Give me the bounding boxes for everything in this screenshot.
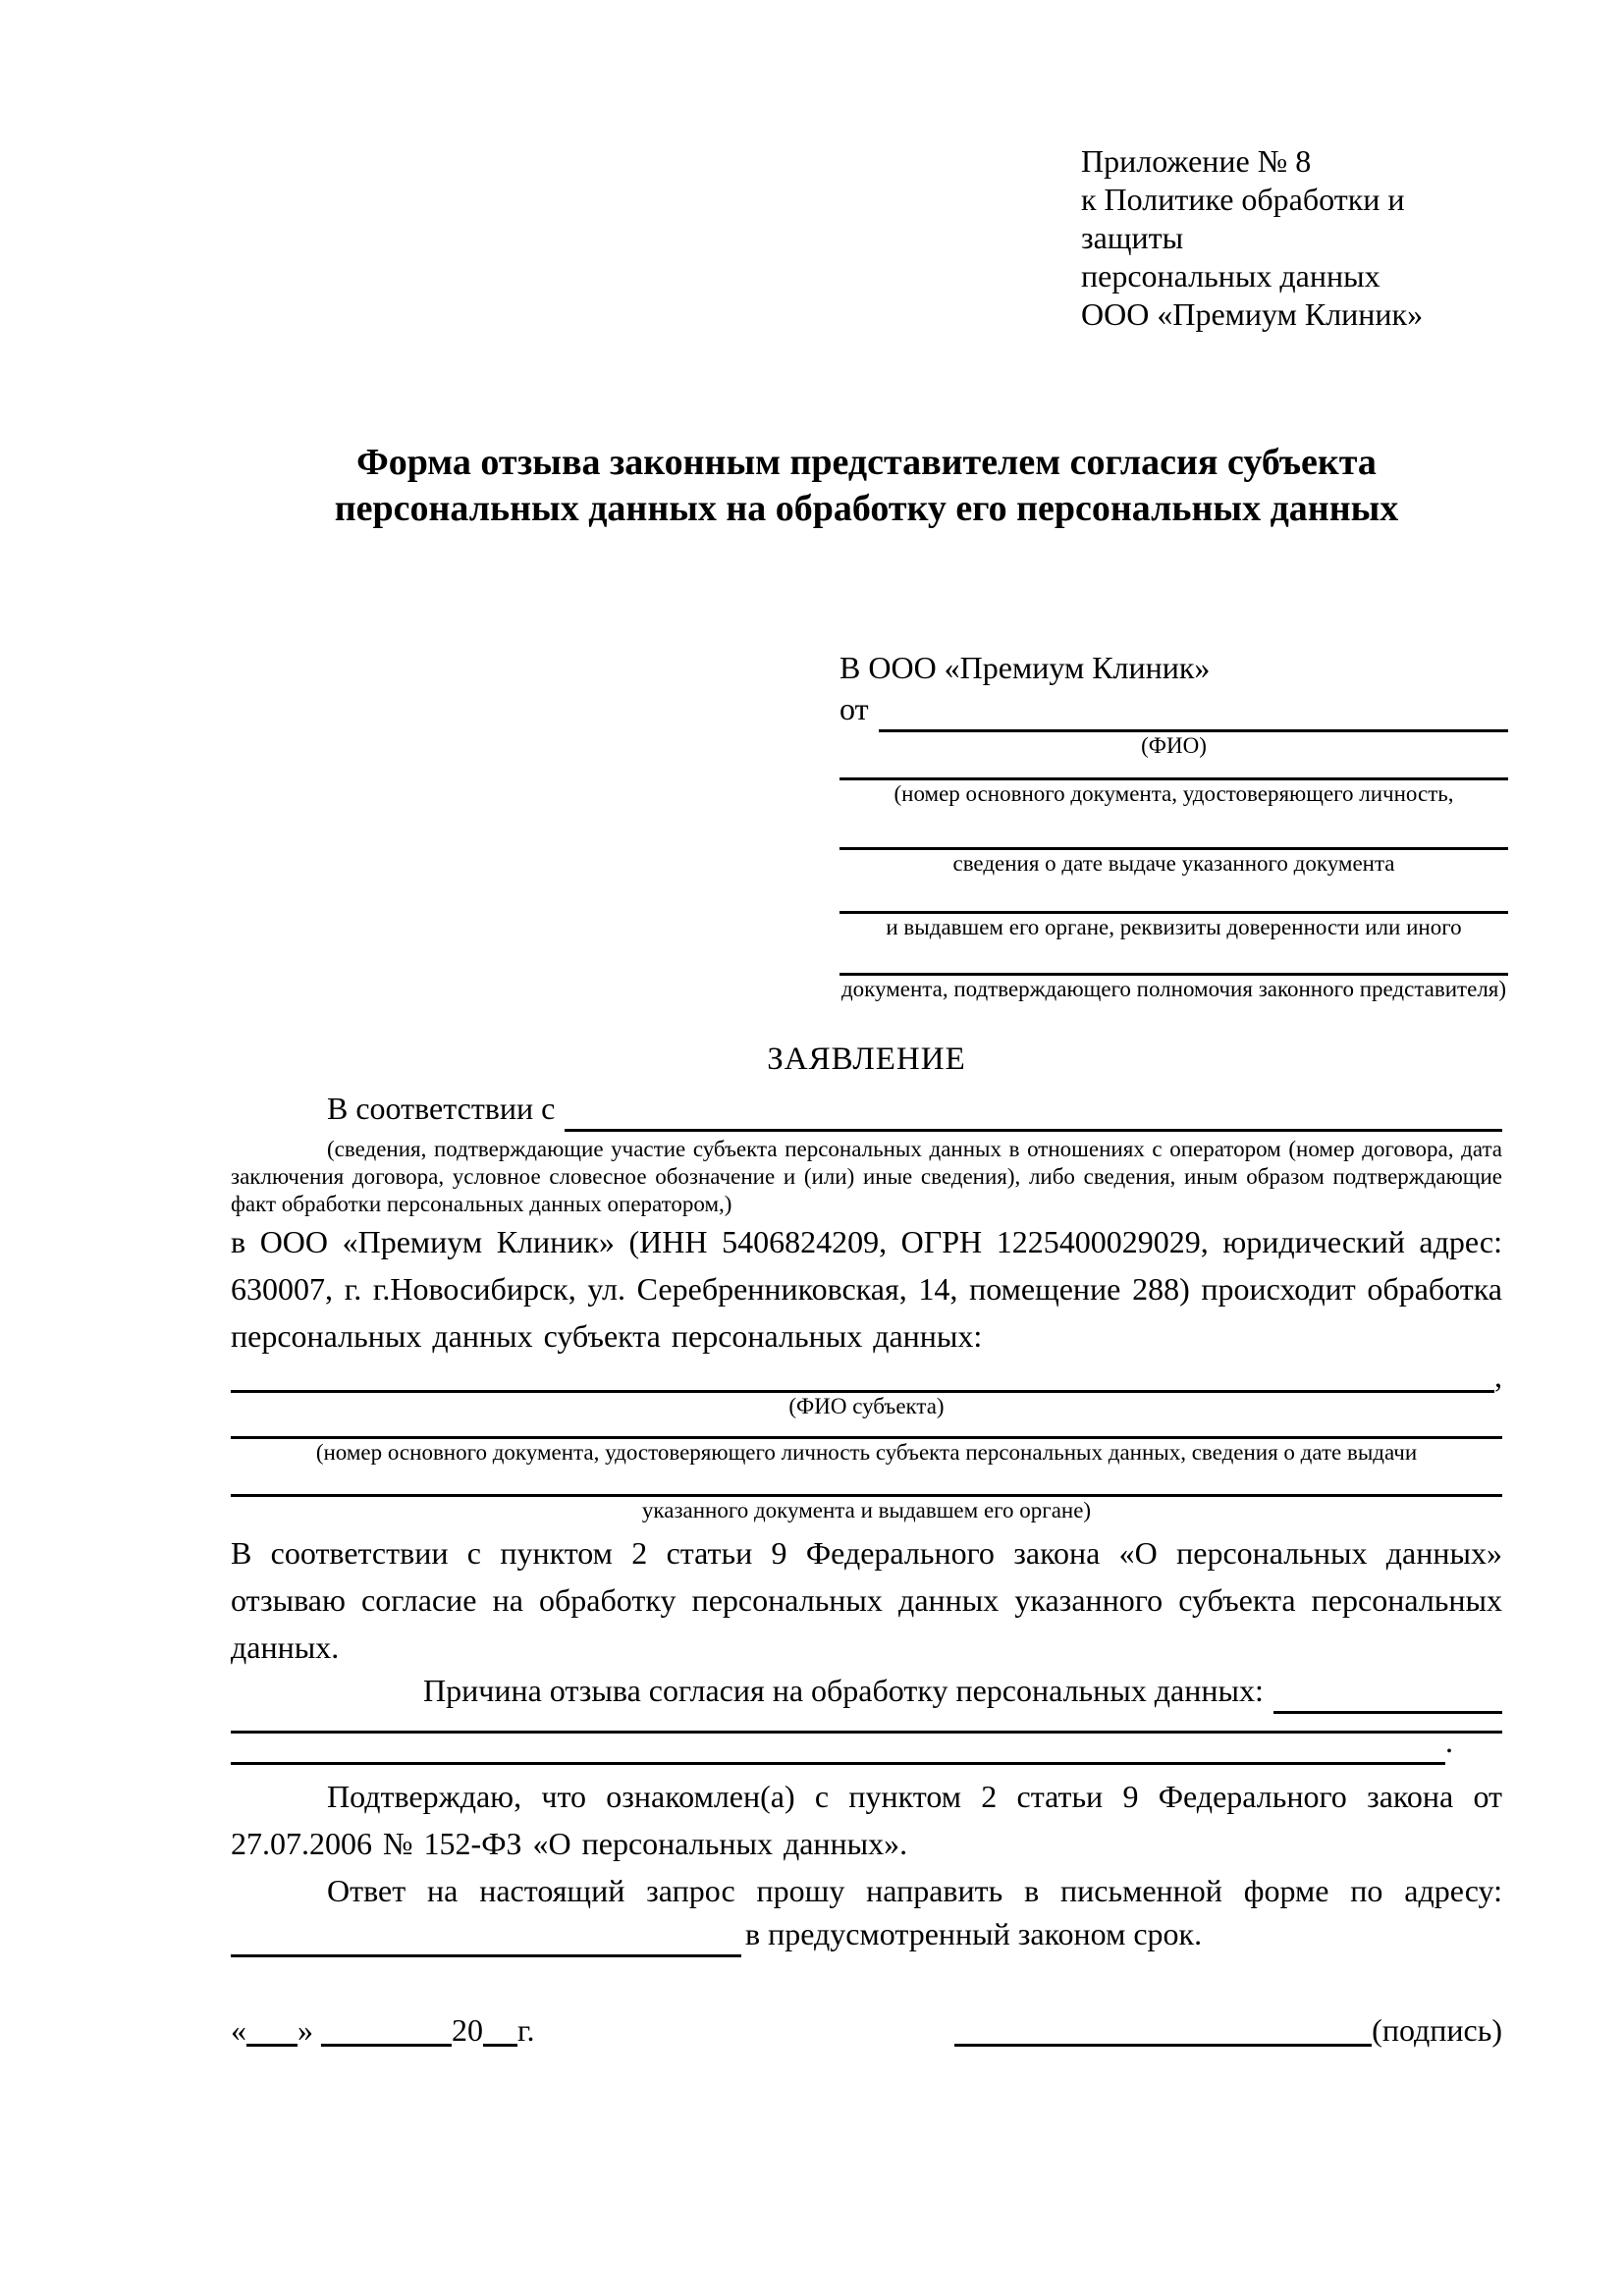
- from-line: [839, 689, 1508, 732]
- footer: [231, 2006, 1502, 2054]
- intro-line: [231, 1087, 1502, 1132]
- reason-blank-line-2: [231, 1724, 1502, 1765]
- year-suffix: г.: [517, 2012, 535, 2048]
- day-quote-close: »: [298, 2012, 313, 2048]
- intro-label: В соответствии с: [327, 1091, 556, 1126]
- reason-label: Причина отзыва согласия на обработку персональных данных:: [423, 1673, 1264, 1708]
- annex-line: Приложение № 8: [1081, 143, 1312, 179]
- subject-fio-comma: ,: [1494, 1359, 1502, 1394]
- caption-fio: (ФИО): [1141, 733, 1207, 758]
- reply-paragraph: Ответ на настоящий запрос прошу направить в письменной форме по адресу:: [327, 1873, 1502, 1908]
- signature-field[interactable]: [954, 2044, 1372, 2047]
- reason-blank-line-1[interactable]: [231, 1714, 1502, 1734]
- annex-line: к Политике обработки и защиты: [1081, 182, 1405, 255]
- year-prefix: 20: [452, 2012, 483, 2048]
- withdraw-paragraph: В соответствии с пунктом 2 статьи 9 Федерального закона «О персональных данных» отзываю согласие на обработку персональных данных указанного субъекта персональных данных.: [231, 1535, 1502, 1665]
- document-title-line-1: Форма отзыва законным представителем согласия субъекта: [356, 442, 1377, 483]
- subject-doc-field-2[interactable]: [231, 1466, 1502, 1497]
- document-title-line-2: персональных данных на обработку его персональных данных: [334, 488, 1399, 529]
- addressee-to: В ООО «Премиум Клиник»: [839, 650, 1211, 685]
- signature-block: [954, 2006, 1502, 2054]
- caption-doc-2: сведения о дате выдаче указанного документа: [952, 851, 1395, 876]
- subject-doc-field-1[interactable]: [231, 1419, 1502, 1439]
- caption-subject-doc-2: указанного документа и выдавшем его органе): [641, 1498, 1092, 1522]
- doc-issue-date-field[interactable]: [839, 807, 1508, 850]
- from-label: от: [839, 691, 869, 726]
- subject-fio-line: [231, 1360, 1502, 1393]
- caption-doc-4: документа, подтверждающего полномочия законного представителя): [840, 977, 1507, 1001]
- addressee-block: [839, 646, 1508, 1002]
- statement-heading: ЗАЯВЛЕНИЕ: [767, 1041, 966, 1077]
- year-field[interactable]: [483, 2044, 517, 2047]
- caption-doc-3: и выдавшем его органе, реквизиты доверенности или иного: [886, 915, 1462, 939]
- operator-paragraph: в ООО «Премиум Клиник» (ИНН 5406824209, ОГРН 1225400029029, юридический адрес: 630007, г. г.Новосибирск, ул. Серебренниковская, 14, помещение 288) происходит обработка персональных данных субъекта персональных данных:: [231, 1224, 1502, 1354]
- doc-authority-field[interactable]: [839, 877, 1508, 914]
- caption-subject-fio: (ФИО субъекта): [788, 1394, 945, 1418]
- reply-address-field[interactable]: [231, 1954, 741, 1957]
- intro-caption: (сведения, подтверждающие участие субъекта персональных данных в отношениях с оператором (номер договора, дата заключения договора, условное словесное обозначение и (или) иные сведения), либо сведения, иным образом подтверждающие факт обработки персональных данных оператором,): [231, 1137, 1502, 1216]
- confirm-paragraph: Подтверждаю, что ознакомлен(а) с пунктом 2 статьи 9 Федерального закона от 27.07.2006 № 152-ФЗ «О персональных данных».: [231, 1779, 1502, 1861]
- reason-blank-field-2[interactable]: [231, 1762, 1445, 1765]
- date-block: [231, 2006, 535, 2054]
- reason-period: .: [1445, 1724, 1453, 1759]
- reply-address-line: [231, 1914, 1502, 1957]
- intro-blank-field[interactable]: [565, 1129, 1502, 1132]
- annex-line: ООО «Премиум Клиник»: [1081, 296, 1424, 332]
- reply-suffix: в предусмотренный законом срок.: [745, 1916, 1203, 1951]
- day-field[interactable]: [246, 2044, 298, 2047]
- caption-doc-1: (номер основного документа, удостоверяющего личность,: [893, 781, 1454, 806]
- doc-number-field[interactable]: [839, 759, 1508, 780]
- annex-line: персональных данных: [1081, 258, 1380, 294]
- month-field[interactable]: [321, 2044, 452, 2047]
- day-quote-open: «: [231, 2012, 246, 2048]
- reason-blank-field[interactable]: [1273, 1711, 1502, 1714]
- caption-subject-doc-1: (номер основного документа, удостоверяющего личность субъекта персональных данных, сведения о дате выдачи: [315, 1440, 1418, 1465]
- signature-caption: (подпись): [1372, 2012, 1502, 2048]
- doc-power-field[interactable]: [839, 940, 1508, 976]
- reason-line: [231, 1671, 1502, 1714]
- annex-block: [1081, 142, 1502, 334]
- document-title: [231, 440, 1502, 532]
